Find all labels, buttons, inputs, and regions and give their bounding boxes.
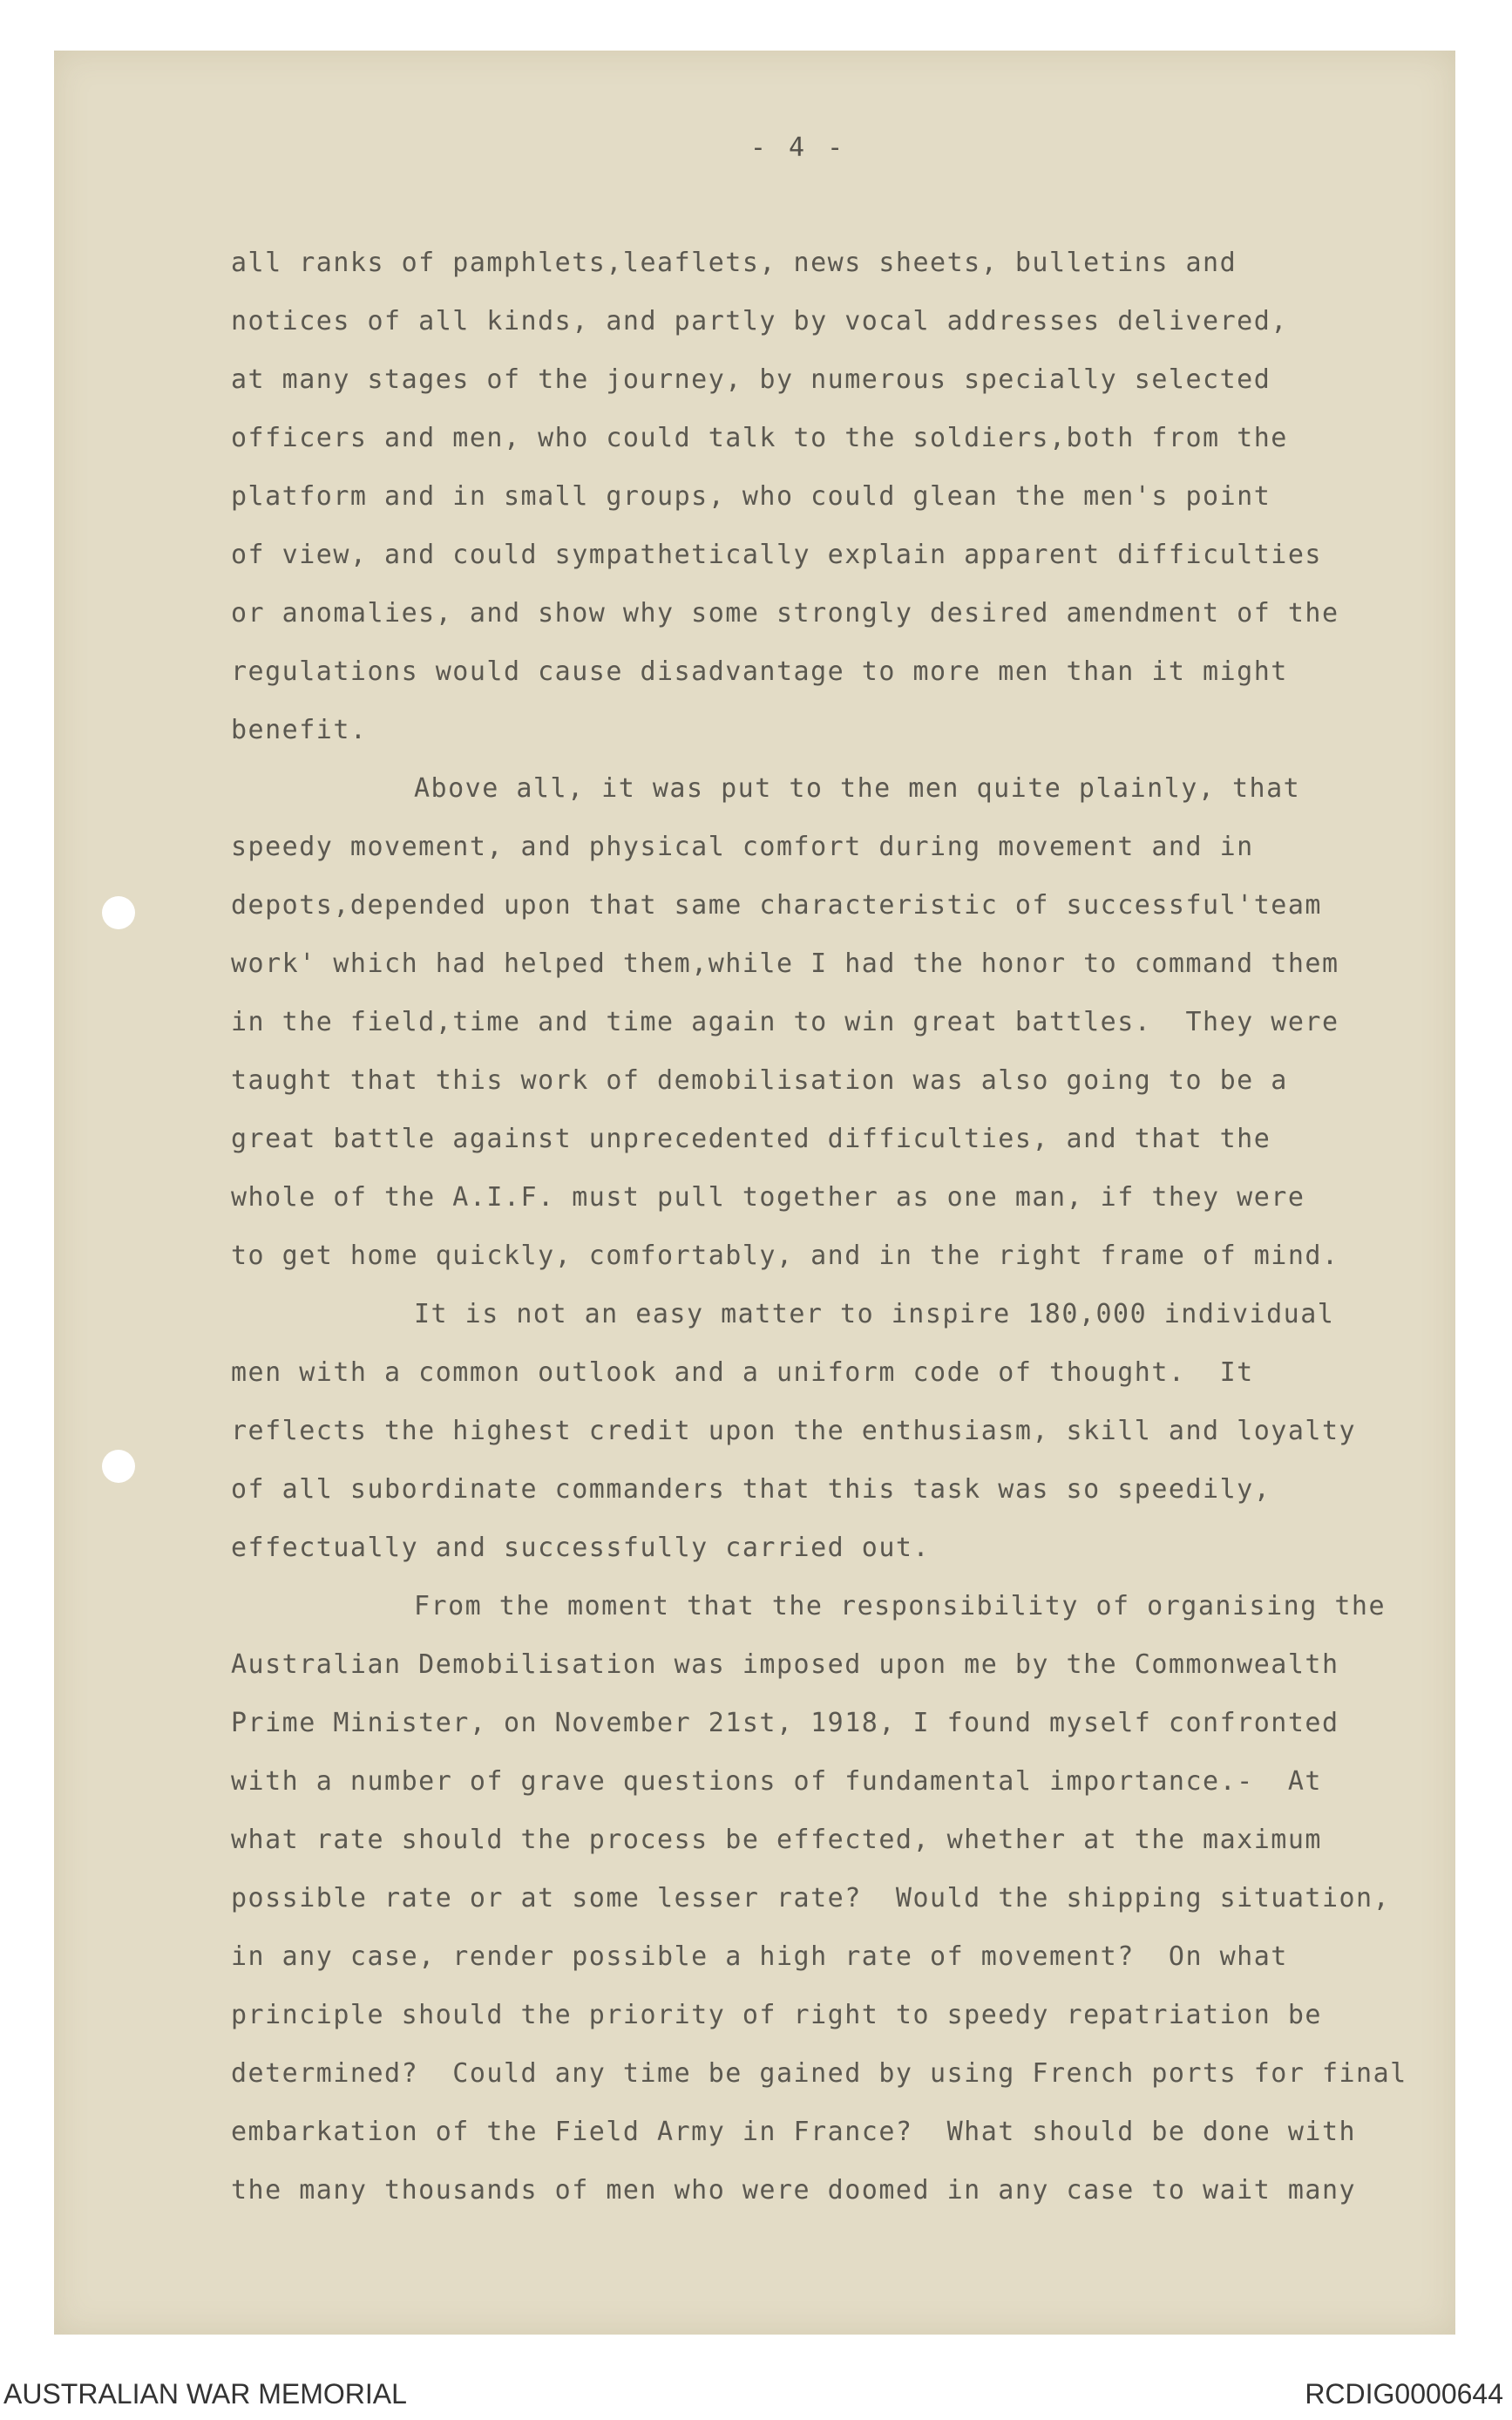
text-line: principle should the priority of right to speedy repatriation be	[231, 2000, 1322, 2030]
text-line: in any case, render possible a high rate of movement? On what	[231, 1941, 1288, 1972]
text-line: embarkation of the Field Army in France? What should be done with	[231, 2117, 1357, 2147]
text-line: reflects the highest credit upon the enthusiasm, skill and loyalty	[231, 1416, 1357, 1446]
text-line: speedy movement, and physical comfort during movement and in	[231, 832, 1254, 862]
punch-hole-top	[102, 896, 135, 929]
text-line: men with a common outlook and a uniform code of thought. It	[231, 1357, 1254, 1388]
text-line: of all subordinate commanders that this task was so speedily,	[231, 1474, 1271, 1505]
text-line: work' which had helped them,while I had the honor to command them	[231, 948, 1339, 979]
text-line: to get home quickly, comfortably, and in the right frame of mind.	[231, 1241, 1339, 1271]
text-line: platform and in small groups, who could glean the men's point	[231, 481, 1271, 512]
text-line: officers and men, who could talk to the soldiers,both from the	[231, 423, 1288, 453]
text-line: whole of the A.I.F. must pull together as one man, if they were	[231, 1182, 1305, 1213]
footer-record-id: RCDIG0000644	[1305, 2378, 1503, 2410]
text-line: It is not an easy matter to inspire 180,000 individual	[414, 1299, 1335, 1329]
text-line: with a number of grave questions of fundamental importance.- At	[231, 1766, 1322, 1797]
text-line: benefit.	[231, 715, 368, 745]
text-line: Above all, it was put to the men quite plainly, that	[414, 773, 1301, 804]
text-line: what rate should the process be effected, whether at the maximum	[231, 1825, 1322, 1855]
text-line: or anomalies, and show why some strongly desired amendment of the	[231, 598, 1339, 629]
text-line: great battle against unprecedented difficulties, and that the	[231, 1124, 1271, 1154]
text-line: of view, and could sympathetically explain apparent difficulties	[231, 540, 1322, 570]
text-line: regulations would cause disadvantage to more men than it might	[231, 656, 1288, 687]
text-line: determined? Could any time be gained by using French ports for final	[231, 2058, 1407, 2089]
text-line: Australian Demobilisation was imposed upon me by the Commonwealth	[231, 1649, 1339, 1680]
text-line: taught that this work of demobilisation was also going to be a	[231, 1065, 1288, 1096]
punch-hole-bottom	[102, 1450, 135, 1483]
footer-archive-name: AUSTRALIAN WAR MEMORIAL	[3, 2378, 407, 2410]
text-line: at many stages of the journey, by numerous specially selected	[231, 364, 1271, 395]
typed-body-text	[231, 234, 1416, 2219]
text-line: in the field,time and time again to win great battles. They were	[231, 1007, 1339, 1037]
text-line: the many thousands of men who were doomed in any case to wait many	[231, 2175, 1357, 2206]
text-line: all ranks of pamphlets,leaflets, news sheets, bulletins and	[231, 248, 1237, 278]
text-line: notices of all kinds, and partly by vocal addresses delivered,	[231, 306, 1288, 336]
text-line: possible rate or at some lesser rate? Would the shipping situation,	[231, 1883, 1391, 1914]
text-line: Prime Minister, on November 21st, 1918, I found myself confronted	[231, 1708, 1339, 1738]
page-number: - 4 -	[749, 133, 847, 163]
text-line: From the moment that the responsibility of organising the	[414, 1591, 1387, 1621]
text-line: depots,depended upon that same characteristic of successful'team	[231, 890, 1322, 921]
text-line: effectually and successfully carried out.	[231, 1533, 931, 1563]
